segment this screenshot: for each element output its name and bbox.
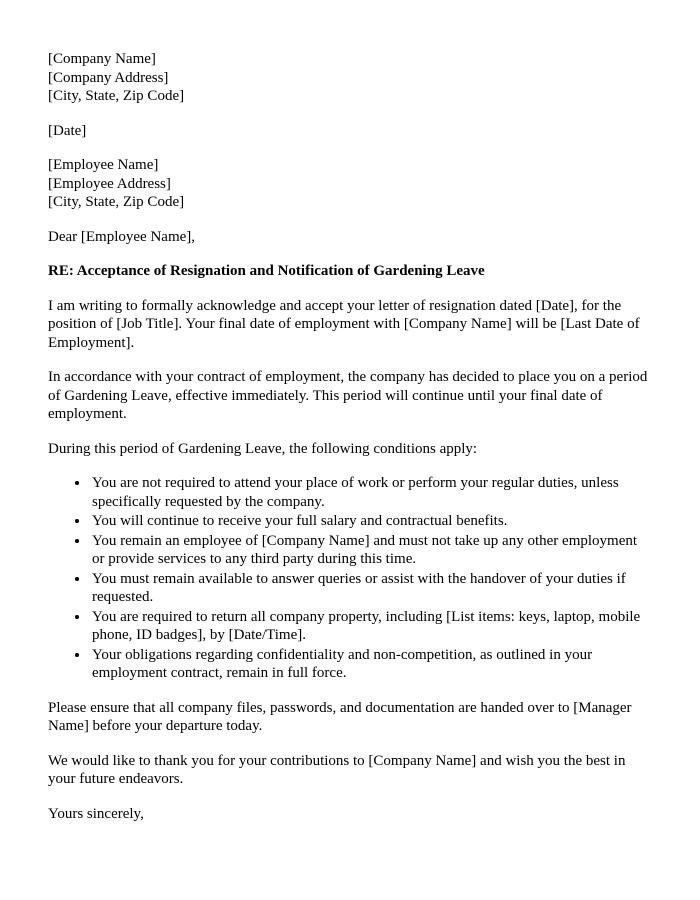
sender-company-name: [Company Name] (48, 51, 156, 67)
paragraph-conditions-intro: During this period of Gardening Leave, the following conditions apply: (48, 440, 478, 457)
subject-line: RE: Acceptance of Resignation and Notification of Gardening Leave (48, 263, 485, 279)
paragraph-handover: Please ensure that all company files, passwords, and documentation are handed over to [Manager Name] before your departure today. (48, 699, 632, 734)
recipient-city-state-zip: [City, State, Zip Code] (48, 194, 185, 210)
sender-city-state-zip: [City, State, Zip Code] (48, 88, 185, 104)
paragraph-acknowledgement: I am writing to formally acknowledge and accept your letter of resignation dated [Date], for the position of [Job Title]. Your final date of employment with [Company Name] will be [Last Date of Employment]. (48, 297, 640, 351)
paragraph-gardening-leave-notice: In accordance with your contract of employment, the company has decided to place you on a period of Gardening Leave, effective immediately. This period will continue until your final date of employment. (48, 369, 648, 422)
recipient-name: [Employee Name] (48, 157, 159, 173)
condition-item: • You remain an employee of [Company Name] and must not take up any other employment or provide services to any third party during this time. (90, 532, 648, 569)
sender-address-block (48, 50, 648, 106)
condition-item: • You are not required to attend your place of work or perform your regular duties, unless specifically requested by the company. (90, 474, 648, 511)
condition-item: • You are required to return all company property, including [List items: keys, laptop, mobile phone, ID badges], by [Date/Time]. (90, 608, 648, 645)
sender-company-address: [Company Address] (48, 69, 169, 86)
letter-date: [Date] (48, 122, 87, 139)
conditions-list (48, 474, 648, 683)
recipient-address-block (48, 156, 648, 212)
paragraph-thanks: We would like to thank you for your contributions to [Company Name] and wish you the best in your future endeavors. (48, 752, 626, 787)
closing-line: Yours sincerely, (48, 805, 144, 822)
salutation: Dear [Employee Name], (48, 228, 196, 245)
condition-item: • You must remain available to answer queries or assist with the handover of your duties if requested. (90, 570, 648, 607)
condition-item: • Your obligations regarding confidentiality and non-competition, as outlined in your employment contract, remain in full force. (90, 646, 648, 683)
recipient-address: [Employee Address] (48, 175, 171, 192)
condition-item: • You will continue to receive your full salary and contractual benefits. (90, 512, 648, 531)
